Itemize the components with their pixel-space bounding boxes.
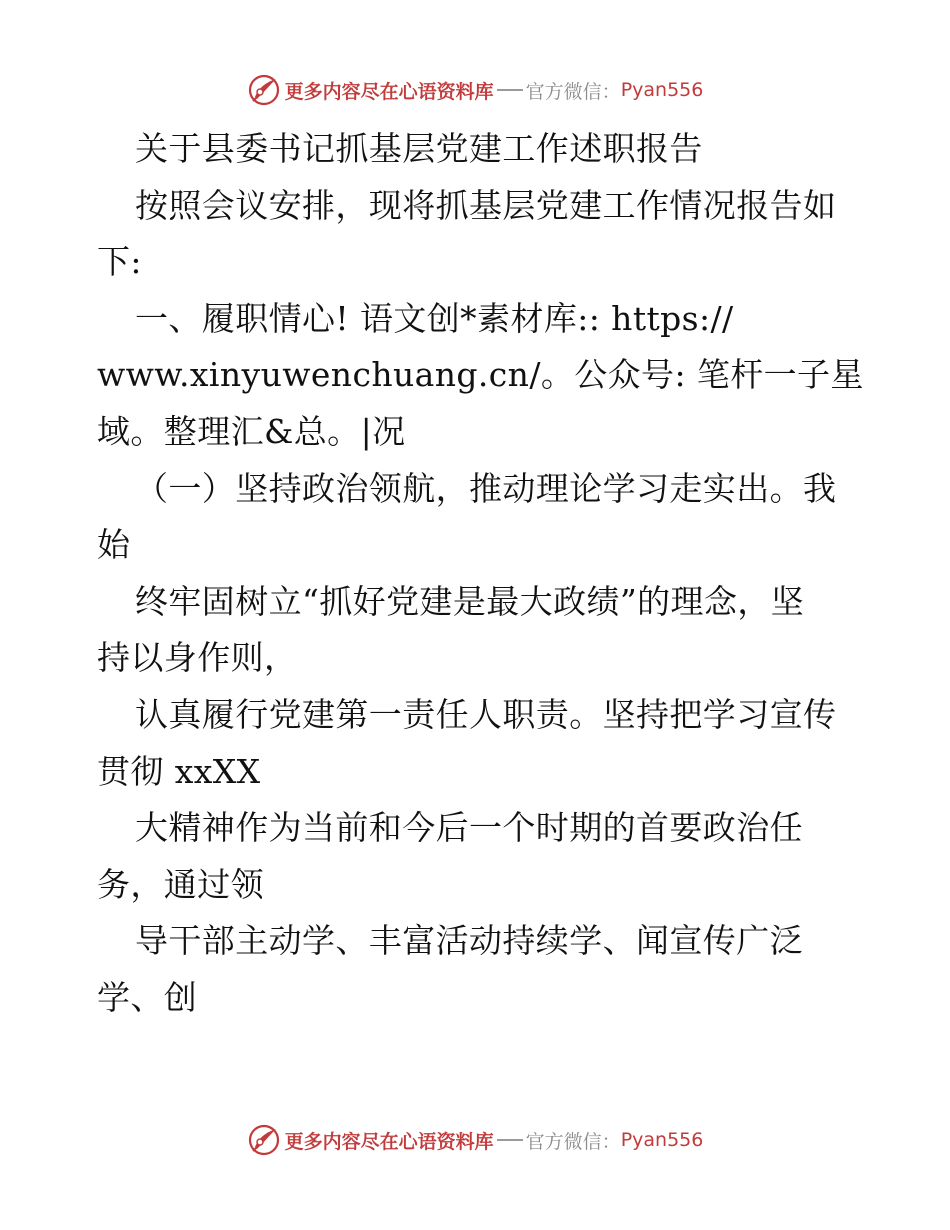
document-title: 关于县委书记抓基层党建工作述职报告 [135,129,703,168]
banner-dash [497,89,523,91]
para4-line-2: 学、创 [97,977,198,1017]
intro-line-1: 按照会议安排，现将抓基层党建工作情况报告如 [135,185,837,225]
document-body [97,121,864,1027]
banner-wechat-id: Pyan556 [620,1129,704,1151]
para1-line-1: 终牢固树立“抓好党建是最大政绩”的理念，坚 [135,581,805,621]
banner-wechat-id: Pyan556 [620,79,704,101]
section1-line-1: 一、履职情心! 语文创*素材库:: https:// [135,298,734,338]
para2-line-2: 贯彻 xxXX [97,751,261,791]
para1-line-2: 持以身作则， [97,638,298,678]
section1-line-2: www.xinyuwenchuang.cn/。公众号: 笔杆一子星 [97,355,864,395]
para2-line-1: 认真履行党建第一责任人职责。坚持把学习宣传 [135,694,837,734]
banner-brand-text: 更多内容尽在心语资料库 [284,1130,494,1153]
footer-banner [0,1120,950,1160]
banner-dash [497,1139,523,1141]
banner-label: 官方微信： [525,80,621,103]
para3-line-1: 大精神作为当前和今后一个时期的首要政治任 [135,808,803,848]
section1-line-3: 域。整理汇&总。|况 [97,411,406,451]
quill-logo-icon [247,1123,281,1157]
subsection1-line-1: （一）坚持政治领航，推动理论学习走实出。我 [135,468,837,508]
intro-line-2: 下: [97,242,142,282]
banner-label: 官方微信： [525,1130,621,1153]
para3-line-2: 务，通过领 [97,864,264,904]
para4-line-1: 导干部主动学、丰富活动持续学、闻宣传广泛 [135,921,803,961]
banner-brand-text: 更多内容尽在心语资料库 [284,80,494,103]
subsection1-line-2: 始 [97,525,131,565]
header-banner [0,70,950,110]
quill-logo-icon [247,73,281,107]
